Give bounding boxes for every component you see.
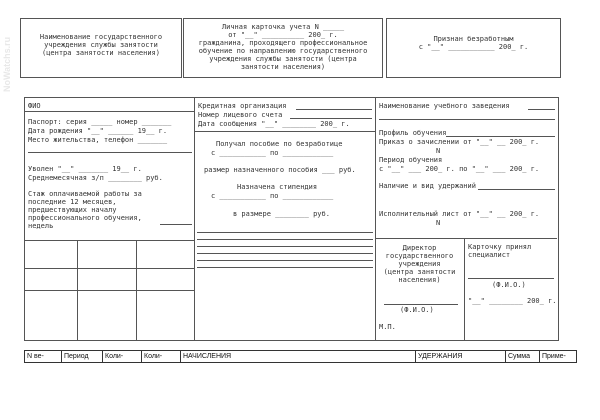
stipend-period: с ___________ по ____________ bbox=[211, 192, 334, 200]
footer-col-4: НАЧИСЛЕНИЯ bbox=[180, 350, 415, 363]
benefit-size: размер назначенного пособия ___ руб. bbox=[204, 166, 356, 174]
footer-col-3: Коли- bbox=[141, 350, 180, 363]
report-date-field: Дата сообщения "__" ________ 200_ г. bbox=[198, 120, 350, 128]
deductions-label: Наличие и вид удержаний bbox=[379, 182, 476, 190]
footer-col-6: Сумма bbox=[505, 350, 539, 363]
period-label: Период обучения bbox=[379, 156, 443, 164]
footer-col-2: Коли- bbox=[102, 350, 141, 363]
account-label: Номер лицевого счета bbox=[198, 111, 283, 119]
writ-field: Исполнительный лист от "__" __ 200_ г. bbox=[379, 210, 540, 218]
recognized-text: Признан безработным с "__" ___________ 200_ г. bbox=[418, 35, 529, 51]
benefit-period: с ___________ по ____________ bbox=[211, 149, 334, 157]
footer-col-7: Приме- bbox=[539, 350, 577, 363]
card-title-text: Личная карточка учета N _____ от "__" __________ 200_ г. гражданина, проходящего профессиональное обучение по направлению государственного учреждения службы занятости (центра занятости населения) bbox=[198, 23, 368, 71]
watermark: NoWatchs.ru bbox=[2, 36, 12, 92]
org-name-text: Наименование государственного учреждения службы занятости (центра занятости населения) bbox=[39, 33, 163, 57]
order-enroll-field: Приказ о зачислении от "__" __ 200_ г. bbox=[379, 138, 540, 146]
residence-field: Место жительства, телефон _______ bbox=[28, 136, 168, 144]
order-enroll-n: N bbox=[436, 147, 441, 155]
mp-label: М.П. bbox=[379, 323, 396, 331]
institution-label: Наименование учебного заведения bbox=[379, 102, 510, 110]
col-divider-2 bbox=[375, 97, 376, 340]
writ-n: N bbox=[436, 219, 441, 227]
fio-label: ФИО bbox=[28, 102, 41, 110]
col-divider-1 bbox=[194, 97, 195, 340]
credit-org-label: Кредитная организация bbox=[198, 102, 287, 110]
footer-col-5: УДЕРЖАНИЯ bbox=[415, 350, 505, 363]
dismissed-field: Уволен "__" _______ 19__ г. bbox=[28, 165, 142, 173]
period-range: с "__" ___ 200_ г. по "__" ___ 200_ г. bbox=[379, 165, 540, 173]
recognized-box bbox=[386, 18, 561, 78]
avg-salary-field: Среднемесячная з/п ________ руб. bbox=[28, 174, 163, 182]
experience-text: Стаж оплачиваемой работы за последние 12 месяцев, предшествующих началу профессионального обучения, недель bbox=[28, 190, 142, 230]
director-signature: (Ф.И.О.) bbox=[400, 306, 434, 314]
accepted-date: "__" ________ 200_ г. bbox=[468, 297, 557, 305]
benefit-label: Получал пособие по безработице bbox=[216, 140, 343, 148]
card-title-box bbox=[183, 18, 383, 78]
accepted-label: Карточку принял специалист bbox=[468, 243, 532, 259]
passport-field: Паспорт: серия _____ номер _______ bbox=[28, 118, 172, 126]
director-label: Директор государственного учреждения (центра занятости населения) bbox=[383, 244, 456, 284]
accepted-signature: (Ф.И.О.) bbox=[492, 281, 526, 289]
footer-col-0: N ве- bbox=[24, 350, 61, 363]
birth-field: Дата рождения "__" ______ 19__ г. bbox=[28, 127, 168, 135]
footer-col-1: Период bbox=[61, 350, 102, 363]
stipend-size: в размере ________ руб. bbox=[233, 210, 330, 218]
profile-label: Профиль обучения bbox=[379, 129, 447, 137]
org-name-box bbox=[20, 18, 182, 78]
stipend-label: Назначена стипендия bbox=[237, 183, 318, 191]
